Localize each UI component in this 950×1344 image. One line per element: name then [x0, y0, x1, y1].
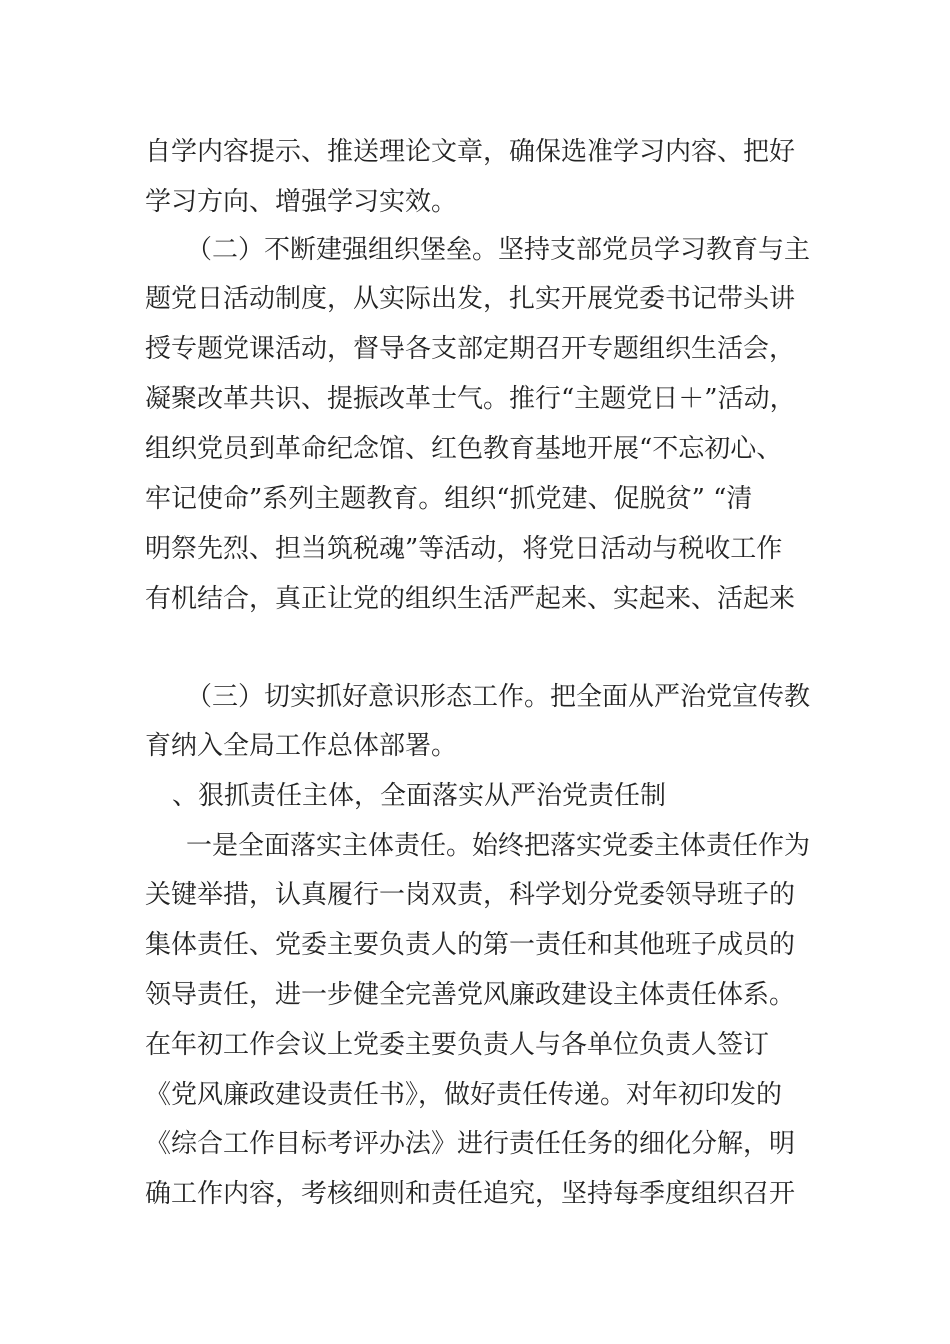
paragraph-heading-line: （三）切实抓好意识形态工作。把全面从严治党宣传教: [186, 682, 811, 712]
paragraph-heading-line: 一是全面落实主体责任。始终把落实党委主体责任作为: [186, 831, 811, 861]
text-line: 确工作内容，考核细则和责任追究，坚持每季度组织召开: [145, 1179, 796, 1209]
text-line: 关键举措，认真履行一岗双责，科学划分党委领导班子的: [145, 880, 796, 910]
text-line: 题党日活动制度，从实际出发，扎实开展党委书记带头讲: [145, 284, 796, 314]
section-heading-line: 、狠抓责任主体，全面落实从严治党责任制: [172, 781, 667, 811]
text-line: 育纳入全局工作总体部署。: [145, 731, 458, 761]
text-line: 《综合工作目标考评办法》进行责任任务的细化分解，明: [145, 1129, 796, 1159]
paragraph-heading-line: （二）不断建强组织堡垒。坚持支部党员学习教育与主: [186, 235, 811, 265]
text-line: 授专题党课活动，督导各支部定期召开专题组织生活会，: [145, 334, 796, 364]
text-line: 《党风廉政建设责任书》，做好责任传递。对年初印发的: [145, 1080, 783, 1110]
text-line: 集体责任、党委主要负责人的第一责任和其他班子成员的: [145, 930, 796, 960]
text-line: 凝聚改革共识、提振改革士气。推行“主题党日＋”活动，: [145, 384, 796, 414]
text-line: 牢记使命”系列主题教育。组织“抓党建、促脱贫” “清: [145, 484, 753, 514]
text-line: 在年初工作会议上党委主要负责人与各单位负责人签订: [145, 1030, 770, 1060]
text-line: 组织党员到革命纪念馆、红色教育基地开展“不忘初心、: [145, 434, 783, 464]
text-line: 领导责任，进一步健全完善党风廉政建设主体责任体系。: [145, 980, 796, 1010]
text-line: 明祭先烈、担当筑税魂”等活动，将党日活动与税收工作: [145, 534, 783, 564]
text-line: 有机结合，真正让党的组织生活严起来、实起来、活起来: [145, 584, 796, 614]
text-line: 学习方向、增强学习实效。: [145, 187, 458, 217]
text-line: 自学内容提示、推送理论文章，确保选准学习内容、把好: [145, 137, 796, 167]
